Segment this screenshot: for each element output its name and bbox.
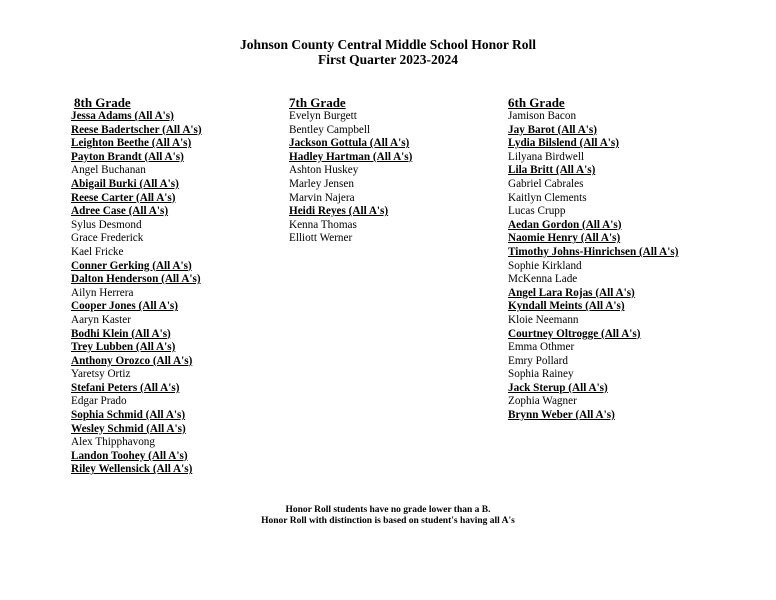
student-name: Brynn Weber (All A's)	[508, 409, 615, 422]
student-name: Abigail Burki (All A's)	[71, 177, 179, 190]
student-name: Riley Wellensick (All A's)	[71, 463, 193, 476]
student-name: Edgar Prado	[71, 395, 127, 408]
document-title: Johnson County Central Middle School Honor Roll	[239, 37, 537, 52]
student-name: Yaretsy Ortiz	[71, 368, 131, 381]
student-name: Lilyana Birdwell	[508, 150, 585, 163]
grade-7-heading: 7th Grade	[289, 95, 346, 110]
student-name: Payton Brandt (All A's)	[71, 150, 184, 163]
student-name: Sophia Schmid (All A's)	[71, 409, 186, 422]
student-name: Timothy Johns-Hinrichsen (All A's)	[508, 245, 679, 258]
student-name: Courtney Oltrogge (All A's)	[508, 327, 641, 340]
student-name: Angel Buchanan	[71, 164, 146, 177]
footer-note-honor-roll: Honor Roll students have no grade lower than a B.	[285, 505, 491, 515]
student-name: Emma Othmer	[508, 341, 575, 354]
grade-6-heading: 6th Grade	[508, 95, 565, 110]
grade-6-column	[508, 96, 678, 423]
student-name: Zophia Wagner	[508, 395, 577, 408]
student-name: Lila Britt (All A's)	[508, 164, 596, 177]
student-name: Elliott Werner	[289, 232, 353, 245]
student-name: Cooper Jones (All A's)	[71, 300, 179, 313]
grade-7-column	[289, 96, 412, 246]
document-subtitle: First Quarter 2023-2024	[318, 52, 458, 67]
student-name: Evelyn Burgett	[289, 110, 357, 122]
student-name: Emry Pollard	[508, 354, 568, 367]
student-name: Jack Sterup (All A's)	[508, 381, 608, 394]
student-name: Landon Toohey (All A's)	[71, 449, 188, 462]
student-name: Aedan Gordon (All A's)	[508, 218, 622, 231]
student-name: Sophia Rainey	[508, 368, 574, 381]
grade-6-list	[508, 110, 678, 423]
student-name: Heidi Reyes (All A's)	[289, 205, 389, 218]
student-name: Angel Lara Rojas (All A's)	[508, 286, 635, 299]
student-name: Lucas Crupp	[508, 205, 566, 218]
student-name: Grace Frederick	[71, 232, 144, 245]
footer-note-distinction: Honor Roll with distinction is based on student's having all A's	[261, 516, 515, 526]
student-name: Naomie Henry (All A's)	[508, 232, 621, 245]
grade-8-heading: 8th Grade	[74, 95, 131, 110]
student-name: Jay Barot (All A's)	[508, 123, 597, 136]
student-name: Conner Gerking (All A's)	[71, 259, 192, 272]
student-name: Wesley Schmid (All A's)	[71, 422, 186, 435]
student-name: Kenna Thomas	[289, 218, 357, 231]
student-name: Kyndall Meints (All A's)	[508, 300, 625, 313]
student-name: Reese Badertscher (All A's)	[71, 123, 202, 136]
student-name: Aaryn Kaster	[71, 313, 131, 326]
student-name: Bodhi Klein (All A's)	[71, 327, 171, 340]
student-name: Trey Lubben (All A's)	[71, 341, 176, 354]
student-name: Stefani Peters (All A's)	[71, 381, 180, 394]
student-name: Ailyn Herrera	[71, 286, 134, 299]
student-name: McKenna Lade	[508, 273, 578, 286]
student-name: Ashton Huskey	[289, 164, 359, 177]
student-name: Kael Fricke	[71, 245, 124, 258]
grade-7-list	[289, 110, 412, 246]
student-name: Adree Case (All A's)	[71, 205, 169, 218]
student-name: Marley Jensen	[289, 177, 354, 190]
student-name: Jessa Adams (All A's)	[71, 110, 174, 122]
grade-8-list	[71, 110, 202, 477]
student-name: Jamison Bacon	[508, 110, 577, 122]
student-name: Kloie Neemann	[508, 313, 579, 326]
student-name: Jackson Gottula (All A's)	[289, 137, 410, 150]
student-name: Gabriel Cabrales	[508, 177, 584, 190]
student-name: Lydia Bilslend (All A's)	[508, 137, 619, 150]
student-name: Marvin Najera	[289, 191, 355, 204]
student-name: Anthony Orozco (All A's)	[71, 354, 193, 367]
student-name: Sophie Kirkland	[508, 259, 582, 272]
student-name: Bentley Campbell	[289, 123, 371, 136]
student-name: Sylus Desmond	[71, 218, 142, 231]
student-name: Reese Carter (All A's)	[71, 191, 176, 204]
student-name: Alex Thipphavong	[71, 436, 155, 449]
student-name: Dalton Henderson (All A's)	[71, 273, 201, 286]
student-name: Leighton Beethe (All A's)	[71, 137, 192, 150]
grade-8-column	[71, 96, 202, 477]
student-name: Kaitlyn Clements	[508, 191, 587, 204]
student-name: Hadley Hartman (All A's)	[289, 150, 413, 163]
